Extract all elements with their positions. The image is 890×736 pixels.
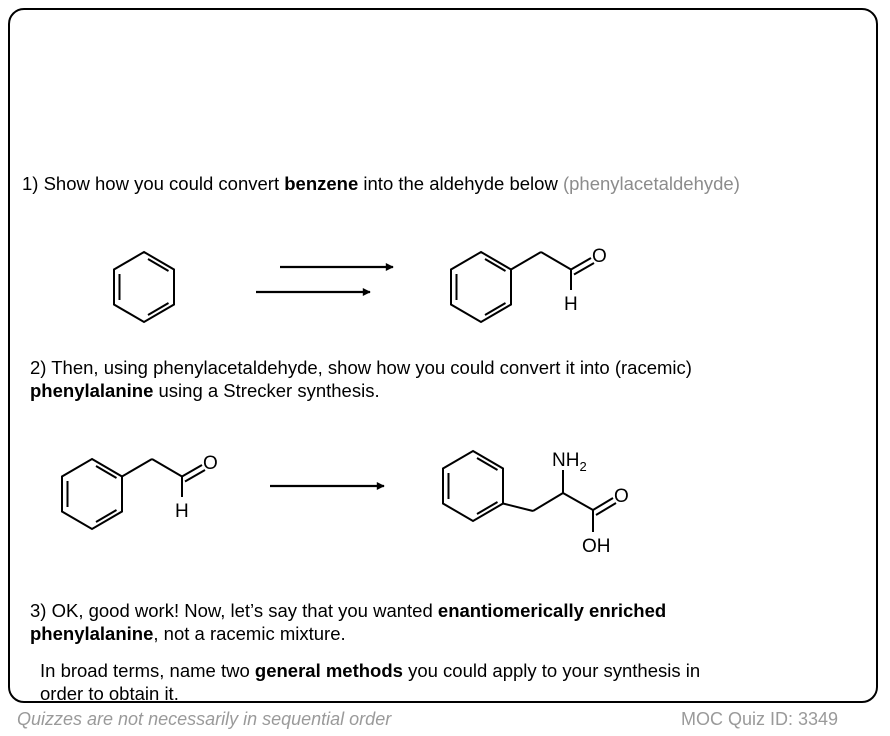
footer-note: Quizzes are not necessarily in sequential order (17, 709, 392, 729)
q1-prefix: 1) Show how you could convert (22, 173, 285, 194)
q1-middle: into the aldehyde below (358, 173, 563, 194)
q3-sub-bold: general methods (254, 660, 403, 681)
q3-sub-line2: order to obtain it. (40, 683, 179, 704)
q2-bold-phenylalanine: phenylalanine (30, 380, 154, 401)
q3-rest: , not a racemic mixture. (153, 623, 346, 644)
q1-bold-benzene: benzene (284, 173, 359, 194)
q3-sub-prefix: In broad terms, name two (40, 660, 255, 681)
phenylalanine-structure (443, 451, 616, 532)
atom-oxygen-1: O (592, 246, 607, 267)
atom-hydrogen-1: H (564, 294, 578, 315)
q3-bold-phenylalanine: phenylalanine (30, 623, 154, 644)
atom-hydroxyl: OH (582, 536, 611, 557)
quiz-id: MOC Quiz ID: 3349 (681, 709, 839, 729)
q3-sub-rest: you could apply to your synthesis in (402, 660, 701, 681)
q3-bold-enantiomerically-enriched: enantiomerically enriched (437, 600, 667, 621)
atom-oxygen-3: O (614, 486, 629, 507)
atom-amine: $NH_2$ (552, 450, 587, 474)
benzene-structure (114, 252, 174, 322)
q1-hint: (phenylacetaldehyde) (562, 173, 740, 194)
q3-prefix: 3) OK, good work! Now, let’s say that you wanted (30, 600, 438, 621)
atom-oxygen-2: O (203, 453, 218, 474)
q2-rest: using a Strecker synthesis. (153, 380, 380, 401)
atom-hydrogen-2: H (175, 501, 189, 522)
q2-line1: 2) Then, using phenylacetaldehyde, show how you could convert it into (racemic) (30, 357, 692, 378)
